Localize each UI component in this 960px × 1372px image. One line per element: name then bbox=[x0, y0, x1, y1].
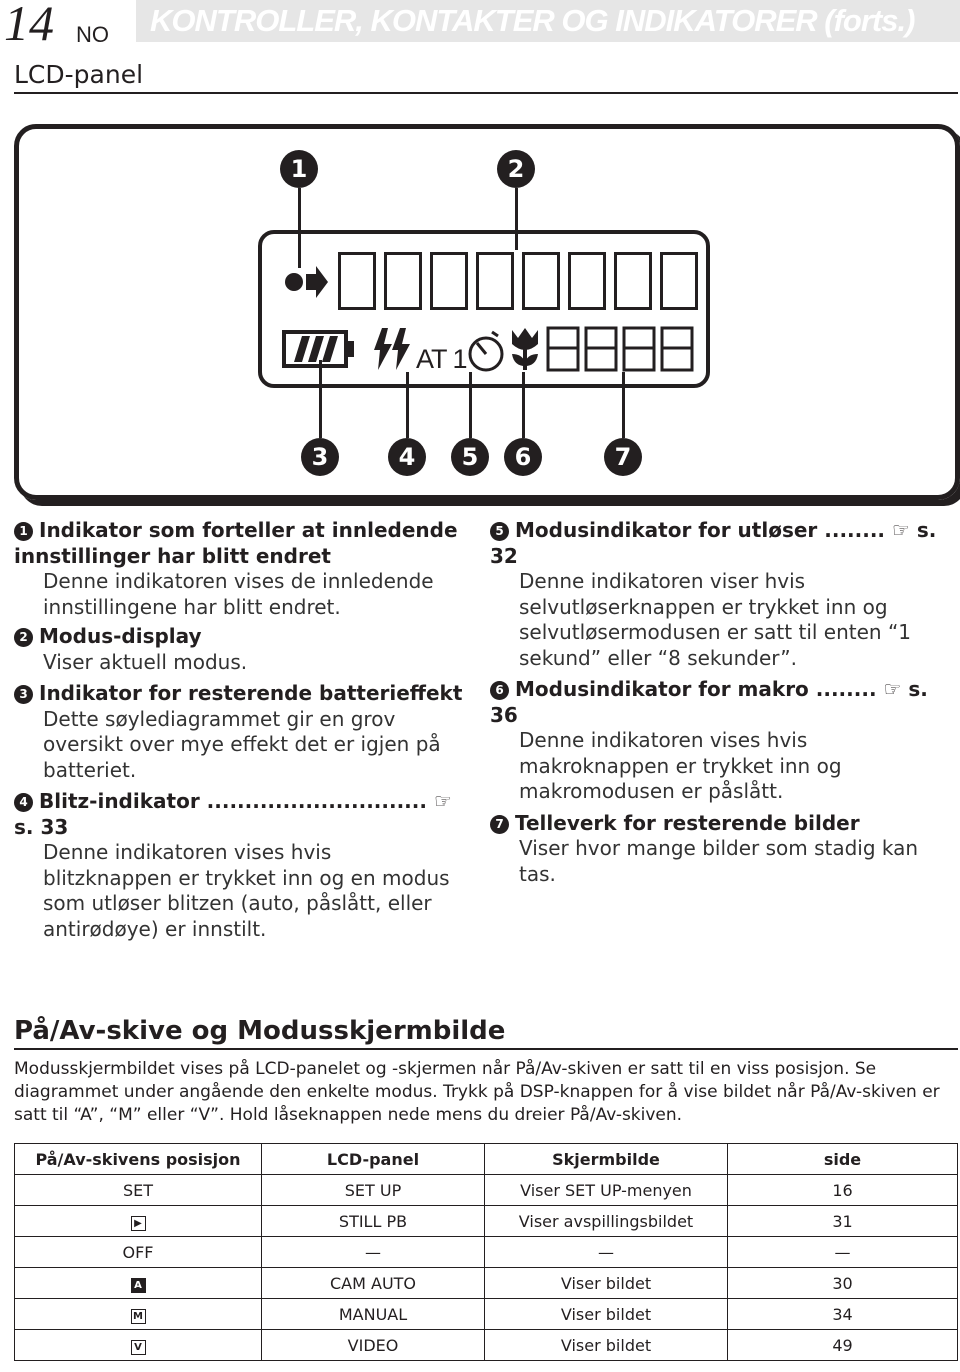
cell-page: 49 bbox=[728, 1330, 958, 1361]
cell-position: SET bbox=[15, 1175, 262, 1206]
cell-screen: Viser avspillingsbildet bbox=[485, 1206, 728, 1237]
battery-icon bbox=[282, 328, 356, 370]
macro-icon bbox=[508, 326, 542, 372]
video-mode-icon: V bbox=[131, 1340, 146, 1355]
cell-lcd: MANUAL bbox=[262, 1299, 485, 1330]
table-row bbox=[15, 1206, 958, 1237]
callout-4: 4 bbox=[388, 438, 426, 476]
cell-lcd: CAM AUTO bbox=[262, 1268, 485, 1299]
item-7: 7 Telleverk for resterende bilder bbox=[490, 811, 952, 837]
callout-2: 2 bbox=[497, 150, 535, 188]
divider bbox=[14, 1048, 958, 1050]
settings-changed-icon bbox=[282, 262, 330, 302]
item-3: 3 Indikator for resterende batterieffekt bbox=[14, 681, 464, 707]
item-5: 5 Modusindikator for utløser ........ ☞ s. 32 bbox=[490, 518, 937, 568]
table-row bbox=[15, 1175, 958, 1206]
item-6: 6 Modusindikator for makro ........ ☞ s. 36 bbox=[490, 677, 928, 727]
page-title: KONTROLLER, KONTAKTER OG INDIKATORER (forts.) bbox=[150, 3, 915, 38]
cell-page: 31 bbox=[728, 1206, 958, 1237]
column-header: På/Av-skivens posisjon bbox=[15, 1144, 262, 1175]
divider bbox=[14, 92, 958, 94]
callout-5: 5 bbox=[451, 438, 489, 476]
column-header: side bbox=[728, 1144, 958, 1175]
item-2: 2 Modus-display bbox=[14, 624, 464, 650]
mode-display-segment bbox=[660, 252, 698, 310]
play-icon: ▶ bbox=[131, 1216, 146, 1231]
section-description: Modusskjermbildet vises på LCD-panelet og -skjermen når På/Av-skiven er satt til en viss posisjon. Se diagrammet under angående den enkelte modus. Trykk på DSP-knappen for å vise bildet når På/Av-skiven er satt til “A”, “M” eller “V”. Hold låseknappen nede mens du dreier På/Av-skiven. bbox=[14, 1059, 940, 1125]
table-row bbox=[15, 1299, 958, 1330]
cell-position bbox=[15, 1299, 262, 1330]
mode-display-segment bbox=[476, 252, 514, 310]
mode-display-segment bbox=[430, 252, 468, 310]
cell-page: 16 bbox=[728, 1175, 958, 1206]
callout-6: 6 bbox=[504, 438, 542, 476]
section-heading-dial: På/Av-skive og Modusskjermbilde bbox=[14, 1016, 506, 1046]
dial-mode-table bbox=[14, 1143, 958, 1361]
callout-1: 1 bbox=[280, 150, 318, 188]
cell-position bbox=[15, 1206, 262, 1237]
cell-screen: Viser bildet bbox=[485, 1299, 728, 1330]
mode-display-segment bbox=[384, 252, 422, 310]
cell-position bbox=[15, 1330, 262, 1361]
cell-page: 34 bbox=[728, 1299, 958, 1330]
cell-position bbox=[15, 1268, 262, 1299]
cell-lcd: VIDEO bbox=[262, 1330, 485, 1361]
item-1: 1 Indikator som forteller at innledende innstillinger har blitt endret bbox=[14, 518, 458, 568]
column-header: Skjermbilde bbox=[485, 1144, 728, 1175]
callout-7: 7 bbox=[604, 438, 642, 476]
remaining-shots-counter bbox=[544, 324, 698, 378]
self-timer-icon bbox=[466, 330, 506, 374]
auto-mode-icon: A bbox=[131, 1278, 146, 1293]
mode-display-segment bbox=[522, 252, 560, 310]
table-header-row bbox=[15, 1144, 958, 1175]
cell-screen: Viser SET UP-menyen bbox=[485, 1175, 728, 1206]
table-row bbox=[15, 1268, 958, 1299]
item-4: 4 Blitz-indikator ............................. ☞ s. 33 bbox=[14, 789, 452, 839]
flash-icon bbox=[372, 326, 416, 372]
item-list-right: 5 Modusindikator for utløser ........ ☞ s. 32 Denne indikatoren viser hvis selvutløserknappen er trykket inn og selvutløsermodusen er satt til enten “1 sekund” eller “8 sekunder”. 6 Modusindikator for makro ........ ☞ s. 36 Denne indikatoren vises hvis makroknappen er trykket inn og makromodusen er påslått. 7 Telleverk for resterende bilder Viser hvor mange bilder som stadig kan tas. bbox=[490, 518, 952, 887]
cell-position: OFF bbox=[15, 1237, 262, 1268]
cell-page: — bbox=[728, 1237, 958, 1268]
cell-page: 30 bbox=[728, 1268, 958, 1299]
callout-3: 3 bbox=[301, 438, 339, 476]
table-row bbox=[15, 1237, 958, 1268]
manual-mode-icon: M bbox=[131, 1309, 146, 1324]
cell-screen: — bbox=[485, 1237, 728, 1268]
cell-lcd: SET UP bbox=[262, 1175, 485, 1206]
cell-screen: Viser bildet bbox=[485, 1330, 728, 1361]
item-list-left: 1 Indikator som forteller at innledende innstillinger har blitt endret Denne indikatoren vises de innledende innstillingene har blitt endret. 2 Modus-display Viser aktuell modus. 3 Indikator for resterende batterieffekt Dette søylediagrammet gir en grov oversikt over mye effekt det er igjen på batteriet. 4 Blitz-indikator ............................. ☞ s. 33 Denne indikatoren vises hvis blitzknappen er trykket inn og en modus som utløser blitzen (auto, påslått, eller antirødøye) er innstilt. bbox=[14, 518, 463, 941]
mode-display-segment bbox=[568, 252, 606, 310]
table-row bbox=[15, 1330, 958, 1361]
column-header: LCD-panel bbox=[262, 1144, 485, 1175]
cell-lcd: — bbox=[262, 1237, 485, 1268]
cell-lcd: STILL PB bbox=[262, 1206, 485, 1237]
section-heading-lcd: LCD-panel bbox=[14, 60, 144, 89]
language-code: NO bbox=[76, 22, 109, 47]
mode-display-segment bbox=[338, 252, 376, 310]
cell-screen: Viser bildet bbox=[485, 1268, 728, 1299]
page-number: 14 bbox=[4, 0, 54, 51]
flash-mode-text: AT 1 bbox=[416, 344, 467, 374]
mode-display-segment bbox=[614, 252, 652, 310]
